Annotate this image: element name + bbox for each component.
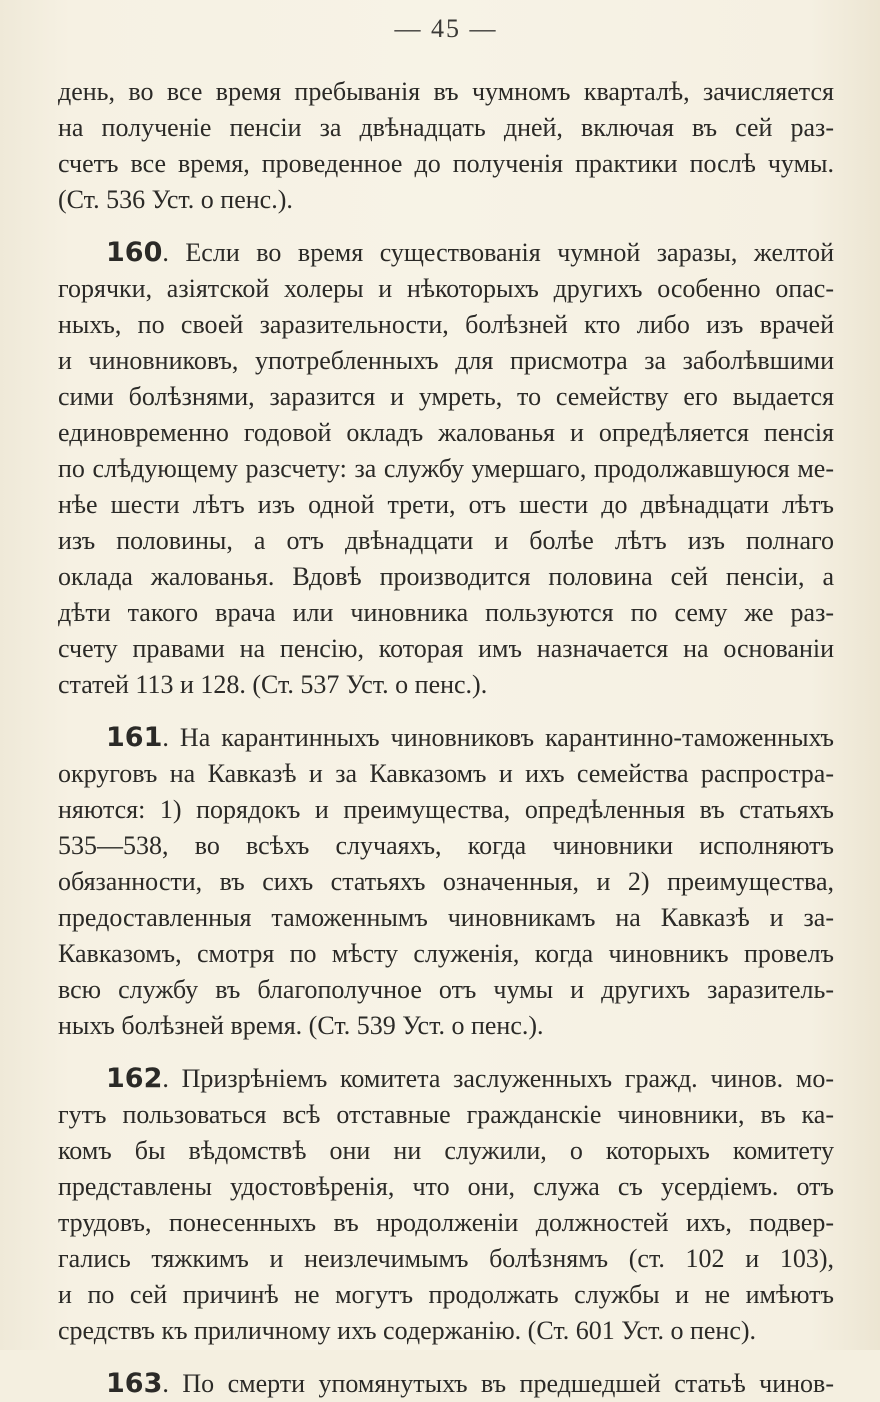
line-text: день, во все время пребыванія въ чумномъ кварталѣ, зачисляется: [58, 77, 834, 106]
line-text: няются: 1) порядокъ и преимущества, опредѣленныя въ статьяхъ: [58, 795, 834, 824]
line-text: и чиновниковъ, употребленныхъ для присмотра за заболѣвшими: [58, 346, 834, 375]
line-text: (Ст. 536 Уст. о пенс.).: [58, 185, 293, 214]
article-162: [58, 1061, 834, 1349]
text-line: [58, 595, 834, 631]
line-text: гутъ пользоваться всѣ отставные гражданскіе чиновники, въ ка-: [58, 1100, 834, 1129]
text-line: [58, 523, 834, 559]
text-line: [58, 1169, 834, 1205]
line-text: счетъ все время, проведенное до полученія практики послѣ чумы.: [58, 149, 834, 178]
text-line: [58, 1008, 834, 1044]
text-line: [58, 110, 834, 146]
text-line: [58, 864, 834, 900]
line-text: . Если во время существованія чумной заразы, желтой: [162, 238, 834, 267]
text-line: [58, 1241, 834, 1277]
line-text: 535—538, во всѣхъ случаяхъ, когда чиновники исполняютъ: [58, 831, 834, 860]
line-text: нѣе шести лѣтъ изъ одной трети, отъ шести до двѣнадцати лѣтъ: [58, 490, 834, 519]
line-text: ныхъ болѣзней время. (Ст. 539 Уст. о пенс.).: [58, 1011, 544, 1040]
line-text: округовъ на Кавказѣ и за Кавказомъ и ихъ семейства распростра-: [58, 759, 834, 788]
line-text: . Призрѣніемъ комитета заслуженныхъ гражд. чинов. мо-: [162, 1064, 834, 1093]
text-line: [58, 900, 834, 936]
text-line: [58, 271, 834, 307]
line-text: представлены удостовѣренія, что они, служа съ усердіемъ. отъ: [58, 1172, 834, 1201]
text-line: [58, 1205, 834, 1241]
text-line: [58, 667, 834, 703]
line-text: статей 113 и 128. (Ст. 537 Уст. о пенс.).: [58, 670, 488, 699]
line-text: комъ бы вѣдомствѣ они ни служили, о которыхъ комитету: [58, 1136, 834, 1165]
line-text: и по сей причинѣ не могутъ продолжать службы и не имѣютъ: [58, 1280, 834, 1309]
text-line: [58, 182, 834, 218]
text-line: [58, 1313, 834, 1349]
text-line: [58, 415, 834, 451]
line-text: Кавказомъ, смотря по мѣсту служенія, когда чиновникъ провелъ: [58, 939, 834, 968]
line-text: гались тяжкимъ и неизлечимымъ болѣзнямъ (ст. 102 и 103),: [58, 1244, 834, 1273]
text-line: [58, 235, 834, 271]
line-text: предоставленныя таможеннымъ чиновникамъ на Кавказѣ и за-: [58, 903, 834, 932]
text-line: [58, 1277, 834, 1313]
line-text: обязанности, въ сихъ статьяхъ означенныя, и 2) преимущества,: [58, 867, 834, 896]
text-line: [58, 792, 834, 828]
line-text: . По смерти упомянутыхъ въ предшедшей статьѣ чинов-: [162, 1369, 834, 1398]
text-line: [58, 828, 834, 864]
text-line: [58, 756, 834, 792]
text-line: [58, 631, 834, 667]
text-line: [58, 74, 834, 110]
paragraph-continuation: [58, 74, 834, 218]
text-line: [58, 146, 834, 182]
article-161: [58, 720, 834, 1044]
text-line: [58, 1061, 834, 1097]
article-number: 163: [106, 1368, 163, 1399]
text-line: [58, 379, 834, 415]
text-line: [58, 1133, 834, 1169]
line-text: оклада жалованья. Вдовѣ производится половина сей пенсіи, а: [58, 562, 834, 591]
line-text: счету правами на пенсію, которая имъ назначается на основаніи: [58, 634, 834, 663]
line-text: средствъ къ приличному ихъ содержанію. (Ст. 601 Уст. о пенс).: [58, 1316, 757, 1345]
line-text: трудовъ, понесенныхъ въ нродолженіи должностей ихъ, подвер-: [58, 1208, 834, 1237]
article-number: 161: [106, 722, 163, 753]
text-line: [58, 936, 834, 972]
article-163: [58, 1366, 834, 1402]
line-text: всю службу въ благополучное отъ чумы и другихъ заразитель-: [58, 975, 834, 1004]
text-line: [58, 343, 834, 379]
line-text: на полученіе пенсіи за двѣнадцать дней, включая въ сей раз-: [58, 113, 834, 142]
text-line: [58, 1097, 834, 1133]
article-number: 162: [106, 1063, 163, 1094]
article-160: [58, 235, 834, 703]
text-line: [58, 559, 834, 595]
line-text: по слѣдующему разсчету: за службу умершаго, продолжавшуюся ме-: [58, 454, 834, 483]
text-line: [58, 720, 834, 756]
line-text: изъ половины, а отъ двѣнадцати и болѣе лѣтъ изъ полнаго: [58, 526, 834, 555]
text-line: [58, 451, 834, 487]
text-line: [58, 307, 834, 343]
line-text: сими болѣзнями, заразится и умреть, то семейству его выдается: [58, 382, 834, 411]
line-text: . На карантинныхъ чиновниковъ карантинно-таможенныхъ: [162, 723, 834, 752]
text-line: [58, 1366, 834, 1402]
line-text: ныхъ, по своей заразительности, болѣзней кто либо изъ врачей: [58, 310, 834, 339]
body-text: [58, 74, 834, 1402]
line-text: дѣти такого врача или чиновника пользуются по сему же раз-: [58, 598, 834, 627]
line-text: единовременно годовой окладъ жалованья и опредѣляется пенсія: [58, 418, 834, 447]
article-number: 160: [106, 237, 163, 268]
line-text: горячки, азіятской холеры и нѣкоторыхъ другихъ особенно опас-: [58, 274, 834, 303]
page-number: — 45 —: [394, 14, 498, 43]
text-line: [58, 972, 834, 1008]
text-line: [58, 487, 834, 523]
